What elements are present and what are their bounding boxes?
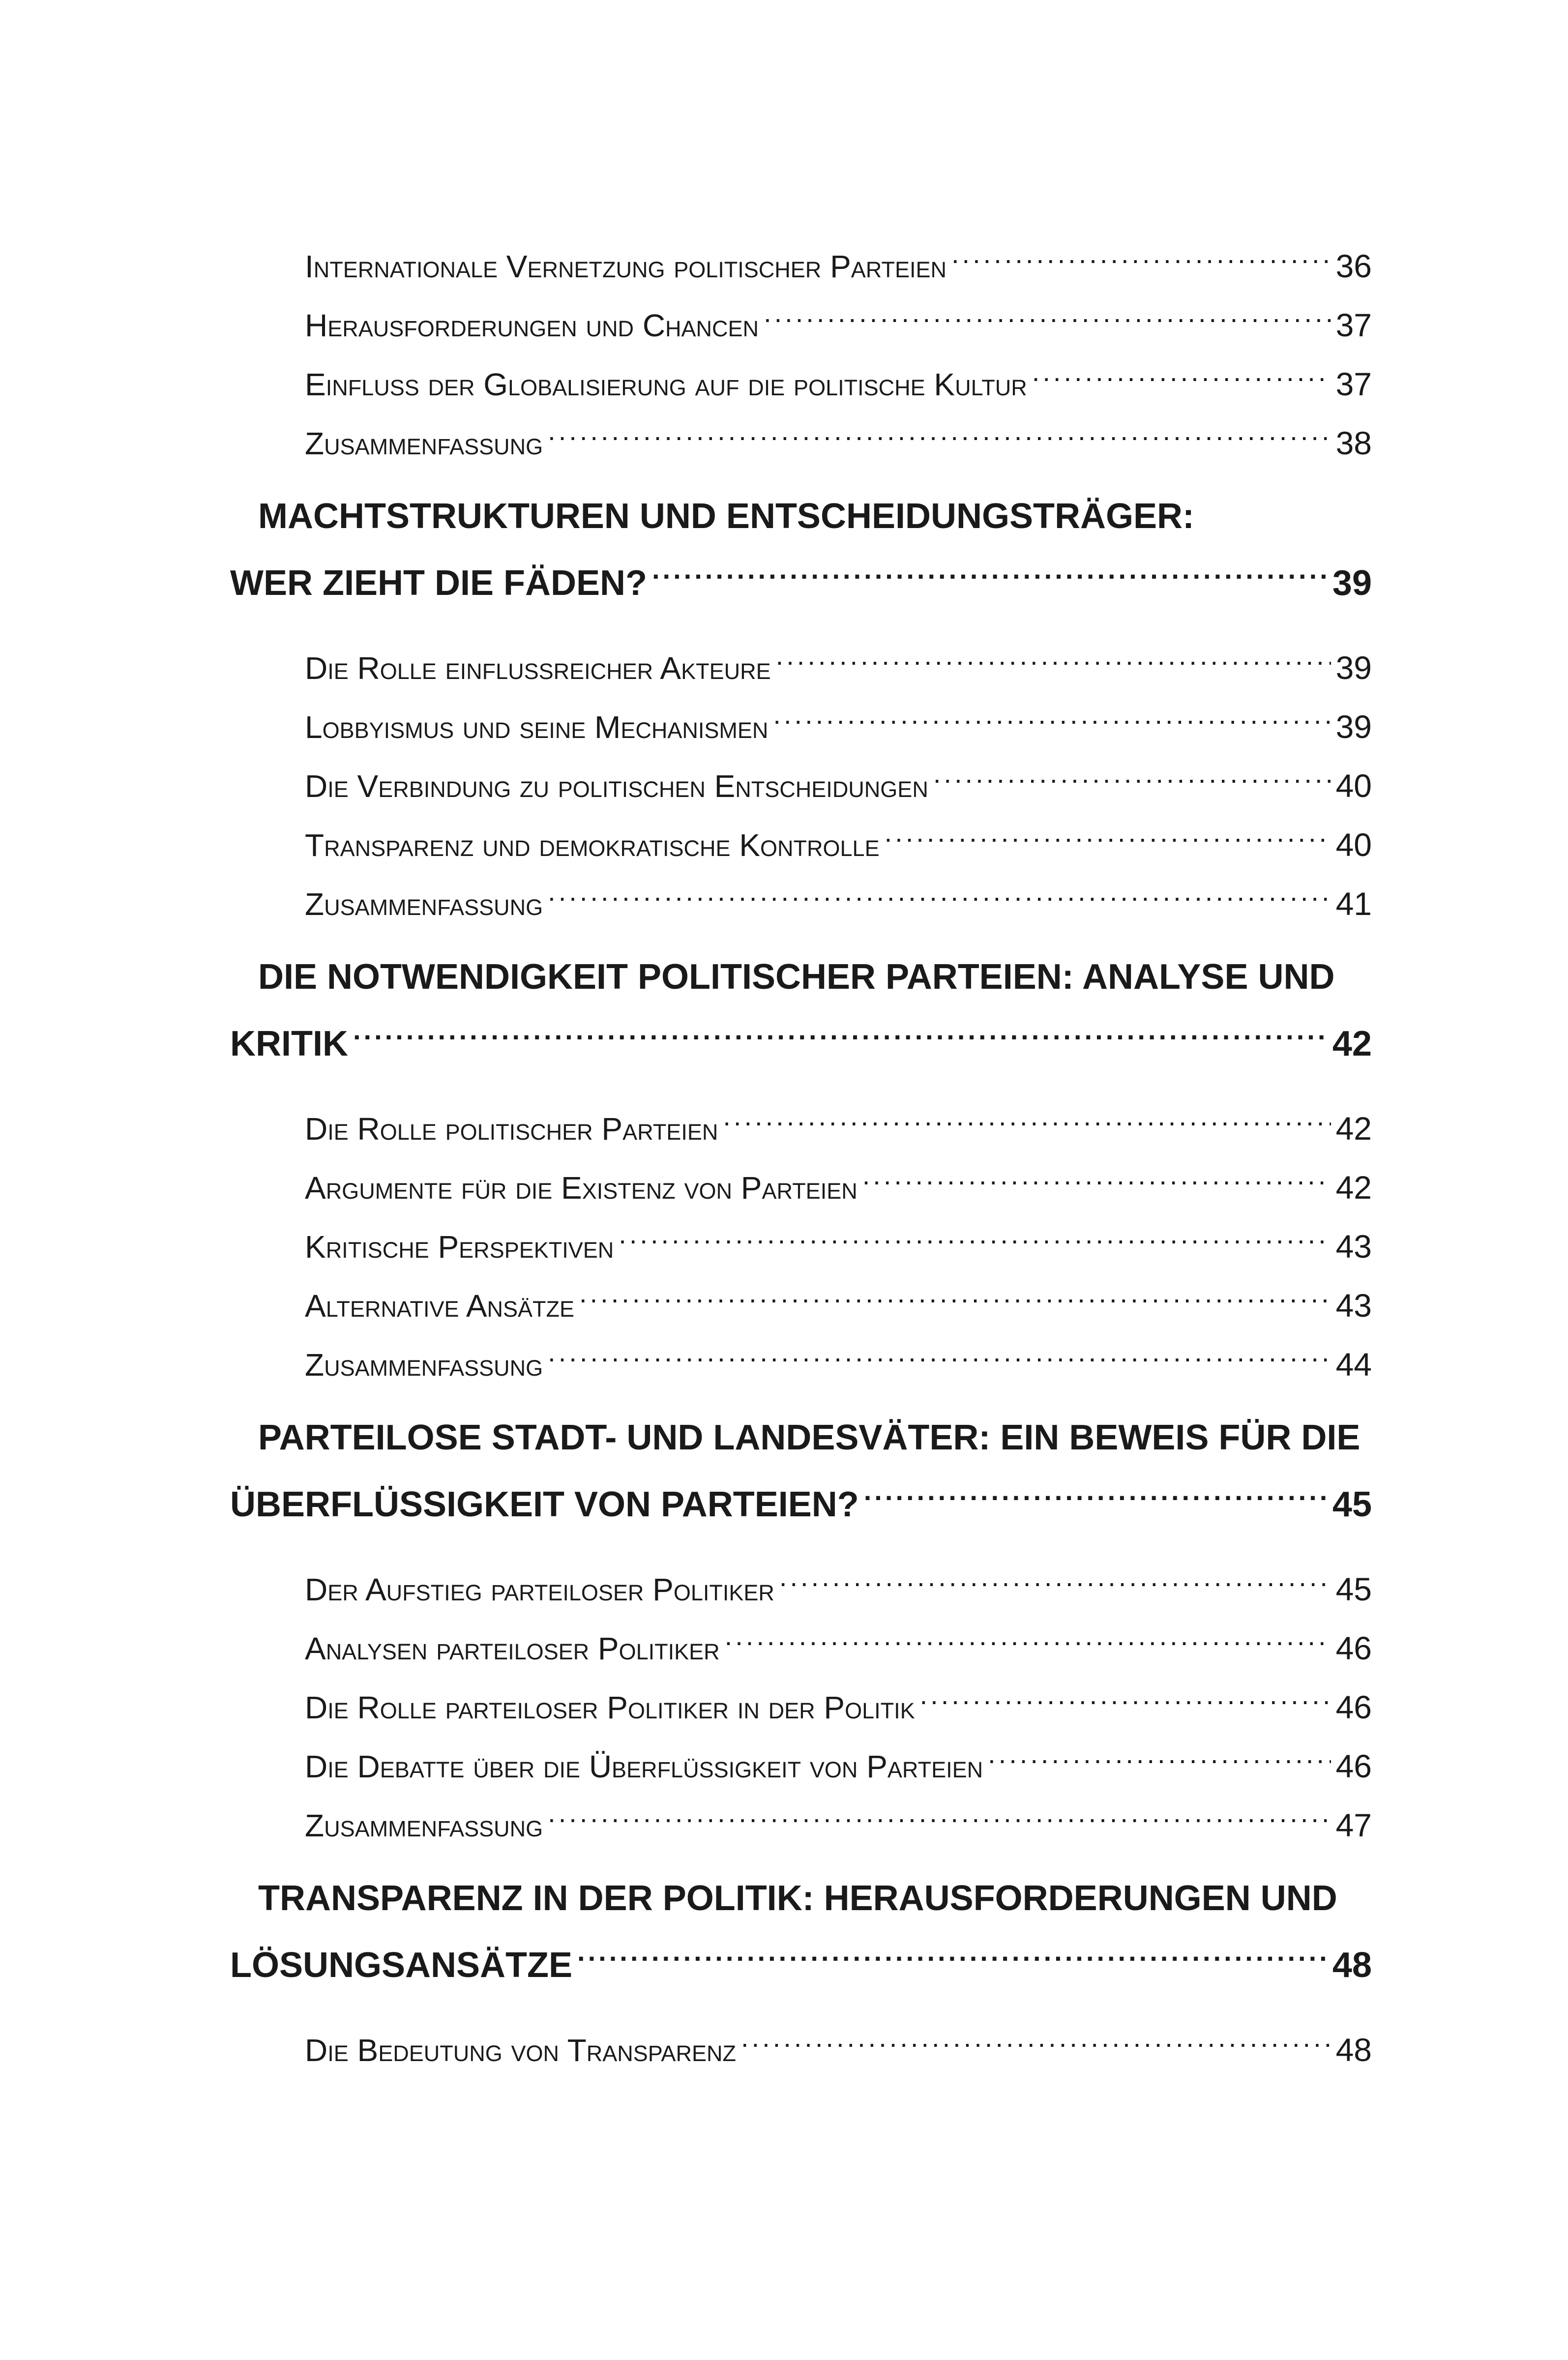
toc-entry[interactable]	[305, 1789, 1372, 1843]
dot-leader	[951, 230, 1331, 277]
toc-entry[interactable]	[305, 868, 1372, 922]
toc-entry[interactable]	[305, 1612, 1372, 1666]
toc-entry-title: Internationale Vernetzung politischer Parteien	[305, 249, 947, 284]
dot-leader	[723, 1092, 1331, 1140]
chapter-heading[interactable]	[230, 1469, 1372, 1523]
dot-leader	[619, 1210, 1331, 1258]
dot-leader	[741, 2014, 1331, 2061]
toc-entry[interactable]	[305, 1151, 1372, 1206]
toc-entry-page: 41	[1335, 885, 1372, 922]
toc-entry-title: Der Aufstieg parteiloser Politiker	[305, 1572, 774, 1607]
toc-entry[interactable]	[305, 348, 1372, 402]
toc-entry-title: Zusammenfassung	[305, 1808, 543, 1843]
toc-entry[interactable]	[305, 1671, 1372, 1725]
dot-leader	[779, 1553, 1331, 1600]
dot-leader	[988, 1730, 1331, 1777]
toc-entry-title: Alternative Ansätze	[305, 1288, 575, 1324]
toc-entry[interactable]	[305, 691, 1372, 745]
toc-entry-page: 43	[1335, 1228, 1372, 1265]
toc-entry-page: 37	[1335, 366, 1372, 402]
toc-entry-page: 47	[1335, 1807, 1372, 1843]
toc-entry-page: 40	[1335, 826, 1372, 863]
chapter-heading-line1[interactable]: DIE NOTWENDIGKEIT POLITISCHER PARTEIEN: ANALYSE UND	[258, 957, 1335, 997]
toc-entry[interactable]	[305, 1092, 1372, 1147]
toc-entry[interactable]	[305, 1210, 1372, 1265]
toc-entry-page: 40	[1335, 767, 1372, 804]
toc-entry-title: Die Debatte über die Überflüssigkeit von Parteien	[305, 1749, 983, 1784]
toc-entry-title: Transparenz und demokratische Kontrolle	[305, 827, 880, 863]
toc-entry-title: Die Rolle politischer Parteien	[305, 1111, 718, 1147]
toc-entry[interactable]	[305, 2014, 1372, 2068]
toc-entry-page: 39	[1335, 649, 1372, 686]
dot-leader	[548, 1328, 1331, 1376]
toc-entry-title: Die Rolle parteiloser Politiker in der Politik	[305, 1690, 915, 1725]
toc-entry-title: Zusammenfassung	[305, 886, 543, 922]
toc-entry-title: Zusammenfassung	[305, 1347, 543, 1383]
toc-entry-page: 46	[1335, 1630, 1372, 1666]
toc-entry-page: 46	[1335, 1689, 1372, 1725]
chapter-page: 39	[1332, 563, 1372, 603]
chapter-heading-line1[interactable]: TRANSPARENZ IN DER POLITIK: HERAUSFORDERUNGEN UND	[258, 1879, 1337, 1918]
dot-leader	[776, 632, 1331, 679]
chapter-heading[interactable]	[230, 1930, 1372, 1984]
toc-entry-title: Die Verbindung zu politischen Entscheidungen	[305, 768, 928, 804]
dot-leader	[548, 1789, 1331, 1836]
toc-entry-page: 39	[1335, 708, 1372, 745]
toc-entry-page: 44	[1335, 1346, 1372, 1383]
chapter-heading-line1[interactable]: MACHTSTRUKTUREN UND ENTSCHEIDUNGSTRÄGER:	[258, 497, 1194, 536]
toc-entry[interactable]	[305, 750, 1372, 804]
dot-leader	[579, 1269, 1331, 1317]
dot-leader	[885, 809, 1331, 856]
chapter-heading-line1[interactable]: PARTEILOSE STADT- UND LANDESVÄTER: EIN BEWEIS FÜR DIE	[258, 1418, 1361, 1457]
dot-leader	[920, 1671, 1331, 1718]
toc-entry-page: 42	[1335, 1169, 1372, 1206]
toc-entry-page: 45	[1335, 1571, 1372, 1607]
toc-entry-title: Zusammenfassung	[305, 426, 543, 461]
toc-entry-title: Argumente für die Existenz von Parteien	[305, 1170, 858, 1206]
chapter-heading-line2: KRITIK	[230, 1024, 348, 1063]
dot-leader	[862, 1151, 1331, 1199]
toc-entry-page: 42	[1335, 1110, 1372, 1147]
toc-entry-title: Lobbyismus und seine Mechanismen	[305, 709, 769, 745]
toc-entry[interactable]	[305, 230, 1372, 284]
toc-entry-title: Die Bedeutung von Transparenz	[305, 2033, 736, 2068]
dot-leader	[725, 1612, 1331, 1659]
toc-entry-title: Einfluss der Globalisierung auf die politische Kultur	[305, 367, 1027, 402]
dot-leader	[548, 868, 1331, 915]
dot-leader	[353, 1008, 1328, 1056]
toc-entry-title: Analysen parteiloser Politiker	[305, 1631, 720, 1666]
toc-entry-title: Die Rolle einflussreicher Akteure	[305, 650, 771, 686]
toc-entry-page: 46	[1335, 1748, 1372, 1784]
toc-entry-page: 38	[1335, 425, 1372, 461]
dot-leader	[652, 548, 1328, 595]
chapter-heading-line2: WER ZIEHT DIE FÄDEN?	[230, 563, 647, 603]
toc-entry[interactable]	[305, 1269, 1372, 1324]
dot-leader	[773, 691, 1331, 738]
toc-entry[interactable]	[305, 407, 1372, 461]
toc-entry-title: Kritische Perspektiven	[305, 1229, 614, 1265]
dot-leader	[764, 289, 1331, 336]
dot-leader	[864, 1469, 1328, 1516]
chapter-page: 45	[1332, 1485, 1372, 1524]
chapter-heading-line2: LÖSUNGSANSÄTZE	[230, 1946, 573, 1985]
toc-entry[interactable]	[305, 1328, 1372, 1383]
chapter-heading[interactable]	[230, 1008, 1372, 1062]
toc-entry-page: 48	[1335, 2032, 1372, 2068]
toc-entry-title: Herausforderungen und Chancen	[305, 308, 759, 343]
dot-leader	[1032, 348, 1331, 395]
toc-entry-page: 36	[1335, 248, 1372, 284]
toc-entry-page: 37	[1335, 307, 1372, 343]
chapter-page: 48	[1332, 1946, 1372, 1985]
dot-leader	[933, 750, 1331, 797]
chapter-heading-line2: ÜBERFLÜSSIGKEIT VON PARTEIEN?	[230, 1485, 859, 1524]
chapter-heading[interactable]	[230, 548, 1372, 602]
toc-entry-page: 43	[1335, 1287, 1372, 1324]
dot-leader	[577, 1930, 1328, 1977]
toc-entry[interactable]	[305, 632, 1372, 686]
toc-entry[interactable]	[305, 1553, 1372, 1607]
toc-entry[interactable]	[305, 289, 1372, 343]
chapter-page: 42	[1332, 1024, 1372, 1063]
toc-entry[interactable]	[305, 1730, 1372, 1784]
dot-leader	[548, 407, 1331, 454]
toc-entry[interactable]	[305, 809, 1372, 863]
